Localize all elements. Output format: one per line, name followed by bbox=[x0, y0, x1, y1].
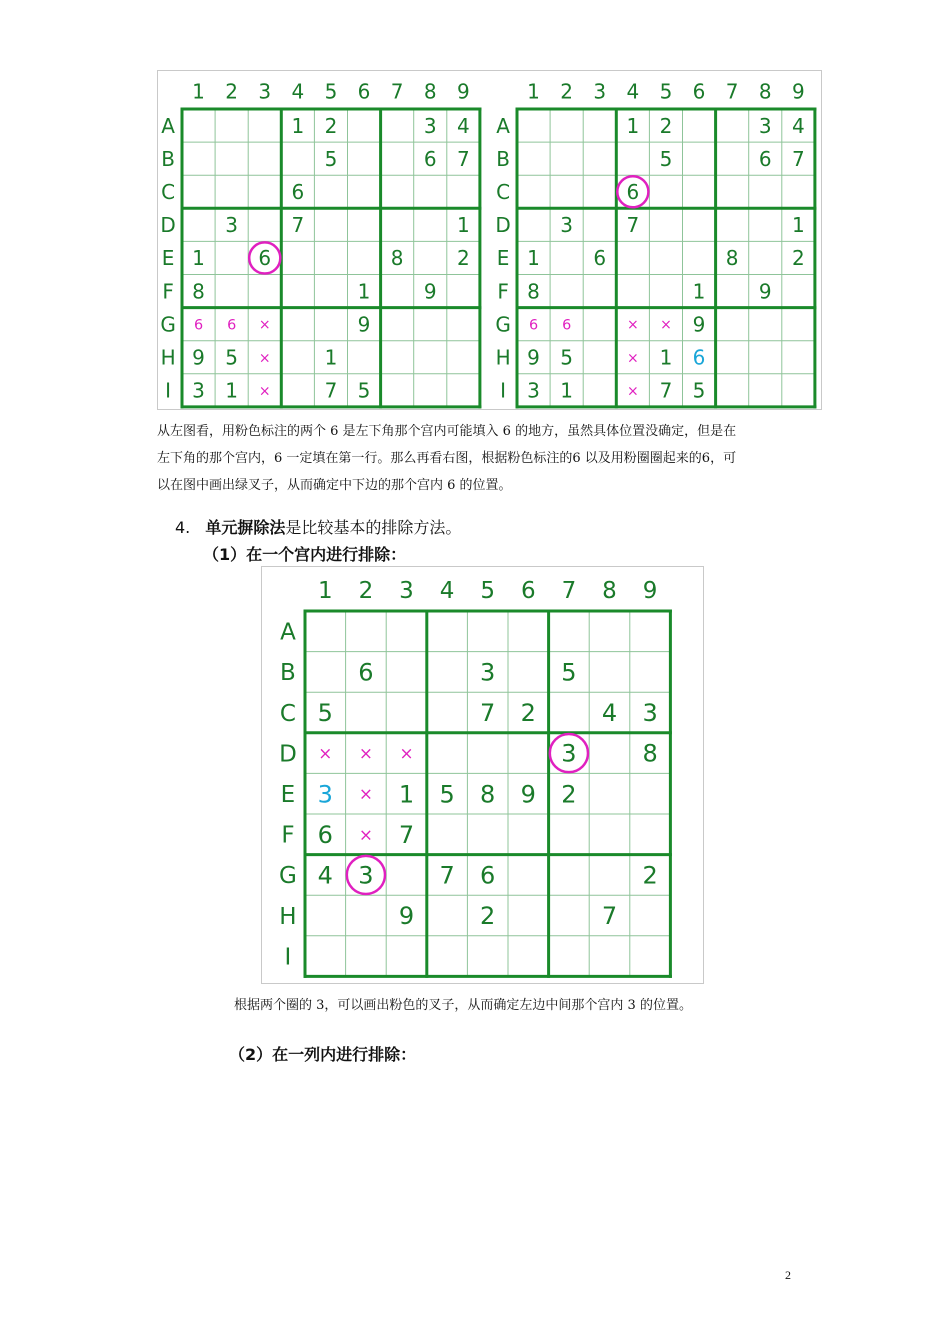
cell-digit: 1 bbox=[527, 246, 540, 271]
row-label: I bbox=[500, 378, 507, 403]
cell-digit: 3 bbox=[358, 861, 374, 890]
column-label: 3 bbox=[258, 79, 272, 104]
row-label: F bbox=[281, 822, 295, 849]
cell-cross-mark: × bbox=[626, 350, 639, 367]
column-label: 7 bbox=[390, 79, 404, 104]
cell-digit: 3 bbox=[480, 658, 496, 687]
cell-digit: 6 bbox=[593, 246, 607, 271]
subheading-box-elimination: （1）在一个宫内进行排除： bbox=[203, 545, 407, 564]
cell-digit: 3 bbox=[527, 378, 540, 403]
cell-digit: 1 bbox=[398, 780, 415, 809]
figure-panel-top bbox=[157, 70, 822, 410]
cell-digit: 7 bbox=[791, 146, 805, 171]
cell-digit: 5 bbox=[317, 699, 333, 728]
cell-cross-mark: × bbox=[258, 317, 271, 334]
column-label: 4 bbox=[439, 578, 455, 605]
row-label: I bbox=[284, 944, 292, 971]
column-label: 1 bbox=[317, 578, 333, 605]
column-label: 3 bbox=[593, 79, 607, 104]
cell-digit: 3 bbox=[560, 213, 574, 238]
cell-digit: 2 bbox=[520, 699, 536, 728]
cell-cross-mark: × bbox=[358, 743, 373, 764]
cell-digit-cyan: 3 bbox=[317, 780, 333, 809]
cell-digit: 5 bbox=[357, 378, 371, 403]
cell-digit: 5 bbox=[692, 378, 706, 403]
cell-digit: 7 bbox=[626, 213, 640, 238]
row-label: H bbox=[160, 345, 176, 370]
column-label: 5 bbox=[659, 79, 673, 104]
cell-digit: 2 bbox=[480, 902, 496, 931]
row-label: D bbox=[495, 213, 511, 238]
cell-cross-mark: × bbox=[258, 383, 271, 400]
row-label: G bbox=[160, 312, 176, 337]
cell-digit: 9 bbox=[398, 902, 415, 931]
column-label: 2 bbox=[560, 79, 574, 104]
cell-candidate-pink: 6 bbox=[528, 317, 539, 334]
section-text: 是比较基本的排除方法。 bbox=[285, 518, 462, 537]
paragraph-line: 左下角的那个宫内，6 一定填在第一行。那么再看右图，根据粉色标注的6 以及用粉圈圈起来的6，可 bbox=[157, 451, 737, 466]
cell-digit: 5 bbox=[225, 345, 239, 370]
cell-digit: 6 bbox=[480, 861, 496, 890]
cell-digit: 9 bbox=[520, 780, 536, 809]
cell-digit: 5 bbox=[560, 345, 574, 370]
column-label: 3 bbox=[399, 578, 414, 605]
cell-digit: 2 bbox=[791, 246, 805, 271]
row-label: A bbox=[280, 619, 296, 646]
cell-digit: 1 bbox=[324, 345, 338, 370]
cell-digit: 3 bbox=[642, 699, 658, 728]
cell-digit: 3 bbox=[561, 739, 577, 768]
paragraph-explanation-1 bbox=[157, 418, 807, 499]
cell-cross-mark: × bbox=[660, 317, 672, 334]
cell-digit: 7 bbox=[456, 146, 470, 171]
cell-digit: 9 bbox=[423, 279, 437, 304]
cell-digit: 2 bbox=[659, 113, 673, 138]
row-label: I bbox=[165, 378, 172, 403]
cell-digit: 1 bbox=[791, 213, 805, 238]
cell-digit: 8 bbox=[192, 279, 205, 304]
row-label: C bbox=[161, 179, 176, 204]
cell-cross-mark: × bbox=[258, 350, 271, 367]
section-term: 单元摒除法 bbox=[205, 518, 286, 537]
row-label: E bbox=[161, 246, 175, 271]
cell-digit: 5 bbox=[659, 146, 673, 171]
cell-digit: 1 bbox=[692, 279, 706, 304]
row-label: A bbox=[496, 113, 510, 138]
cell-digit: 2 bbox=[561, 780, 577, 809]
section-number: 4. bbox=[175, 518, 191, 537]
cell-digit: 7 bbox=[324, 378, 338, 403]
cell-digit: 8 bbox=[527, 279, 540, 304]
cell-cross-mark: × bbox=[358, 783, 373, 804]
cell-digit: 8 bbox=[642, 739, 658, 768]
cell-digit: 7 bbox=[601, 902, 618, 931]
cell-cross-mark: × bbox=[358, 824, 373, 845]
cell-digit: 8 bbox=[725, 246, 739, 271]
row-label: G bbox=[495, 312, 511, 337]
column-label: 8 bbox=[758, 79, 772, 104]
cell-candidate-pink: 6 bbox=[227, 317, 237, 334]
page-number: 2 bbox=[785, 1268, 791, 1282]
column-label: 2 bbox=[225, 79, 239, 104]
cell-digit: 3 bbox=[758, 113, 772, 138]
cell-cross-mark: × bbox=[318, 743, 333, 764]
cell-digit: 1 bbox=[192, 246, 205, 271]
paragraph-line: 从左图看，用粉色标注的两个 6 是左下角那个宫内可能填入 6 的地方，虽然具体位置没确定，但是在 bbox=[157, 424, 737, 439]
row-label: D bbox=[160, 213, 176, 238]
cell-digit: 9 bbox=[692, 312, 706, 337]
cell-digit: 3 bbox=[423, 113, 437, 138]
figure-panel-middle bbox=[261, 566, 704, 984]
column-label: 1 bbox=[192, 79, 205, 104]
row-label: F bbox=[162, 279, 174, 304]
column-label: 9 bbox=[791, 79, 805, 104]
column-label: 5 bbox=[324, 79, 338, 104]
column-label: 5 bbox=[480, 578, 496, 605]
cell-digit: 1 bbox=[626, 113, 640, 138]
cell-digit: 6 bbox=[258, 246, 272, 271]
paragraph-line: 以在图中画出绿叉子，从而确定中下边的那个宫内 6 的位置。 bbox=[157, 478, 512, 493]
cell-digit: 1 bbox=[357, 279, 371, 304]
cell-digit: 9 bbox=[192, 345, 205, 370]
cell-digit: 3 bbox=[192, 378, 205, 403]
row-label: G bbox=[279, 863, 297, 890]
cell-digit: 7 bbox=[439, 861, 455, 890]
cell-digit: 3 bbox=[225, 213, 239, 238]
column-label: 7 bbox=[725, 79, 739, 104]
cell-digit: 6 bbox=[358, 658, 374, 687]
row-label: F bbox=[497, 279, 509, 304]
cell-digit: 6 bbox=[758, 146, 772, 171]
section-4-heading bbox=[175, 516, 461, 540]
column-label: 9 bbox=[456, 79, 470, 104]
sudoku-left bbox=[158, 71, 488, 411]
cell-digit: 5 bbox=[439, 780, 455, 809]
cell-digit: 1 bbox=[291, 113, 305, 138]
column-label: 2 bbox=[358, 578, 374, 605]
cell-digit: 4 bbox=[791, 113, 805, 138]
cell-digit: 8 bbox=[480, 780, 496, 809]
subheading-column-elimination: （2）在一列内进行排除： bbox=[229, 1045, 417, 1064]
cell-digit: 6 bbox=[423, 146, 437, 171]
column-label: 8 bbox=[423, 79, 437, 104]
cell-digit: 9 bbox=[758, 279, 772, 304]
cell-digit: 9 bbox=[527, 345, 540, 370]
row-label: E bbox=[280, 781, 296, 808]
column-label: 9 bbox=[642, 578, 658, 605]
column-label: 1 bbox=[527, 79, 540, 104]
cell-digit: 4 bbox=[601, 699, 618, 728]
column-label: 6 bbox=[692, 79, 706, 104]
row-label: C bbox=[279, 700, 296, 727]
row-label: D bbox=[279, 741, 297, 768]
cell-digit: 7 bbox=[480, 699, 496, 728]
column-label: 6 bbox=[357, 79, 371, 104]
cell-digit: 2 bbox=[456, 246, 470, 271]
cell-digit: 6 bbox=[626, 179, 640, 204]
column-label: 6 bbox=[520, 578, 536, 605]
cell-digit: 6 bbox=[317, 820, 333, 849]
cell-digit: 7 bbox=[291, 213, 305, 238]
row-label: B bbox=[496, 146, 510, 171]
column-label: 4 bbox=[626, 79, 640, 104]
cell-digit: 1 bbox=[659, 345, 673, 370]
cell-cross-mark: × bbox=[626, 317, 639, 334]
row-label: C bbox=[496, 179, 511, 204]
row-label: H bbox=[279, 903, 297, 930]
cell-digit: 2 bbox=[642, 861, 658, 890]
cell-digit: 6 bbox=[291, 179, 305, 204]
row-label: E bbox=[496, 246, 510, 271]
cell-candidate-pink: 6 bbox=[562, 317, 572, 334]
column-label: 8 bbox=[602, 578, 617, 605]
cell-digit-cyan: 6 bbox=[692, 345, 706, 370]
cell-digit: 5 bbox=[324, 146, 338, 171]
row-label: B bbox=[161, 146, 175, 171]
cell-digit: 4 bbox=[456, 113, 470, 138]
cell-candidate-pink: 6 bbox=[193, 317, 204, 334]
cell-digit: 1 bbox=[560, 378, 574, 403]
sudoku-right bbox=[493, 71, 823, 411]
row-label: A bbox=[161, 113, 175, 138]
cell-digit: 9 bbox=[357, 312, 371, 337]
cell-digit: 7 bbox=[398, 820, 415, 849]
cell-cross-mark: × bbox=[399, 743, 414, 764]
row-label: H bbox=[495, 345, 511, 370]
cell-cross-mark: × bbox=[626, 383, 639, 400]
cell-digit: 4 bbox=[317, 861, 333, 890]
cell-digit: 8 bbox=[390, 246, 404, 271]
cell-digit: 1 bbox=[456, 213, 470, 238]
cell-digit: 2 bbox=[324, 113, 338, 138]
caption-middle-figure: 根据两个圈的 3，可以画出粉色的叉子，从而确定左边中间那个宫内 3 的位置。 bbox=[234, 998, 692, 1013]
row-label: B bbox=[280, 660, 296, 687]
column-label: 7 bbox=[561, 578, 577, 605]
column-label: 4 bbox=[291, 79, 305, 104]
cell-digit: 5 bbox=[561, 658, 577, 687]
cell-digit: 7 bbox=[659, 378, 673, 403]
cell-digit: 1 bbox=[225, 378, 239, 403]
sudoku-middle bbox=[262, 567, 705, 985]
